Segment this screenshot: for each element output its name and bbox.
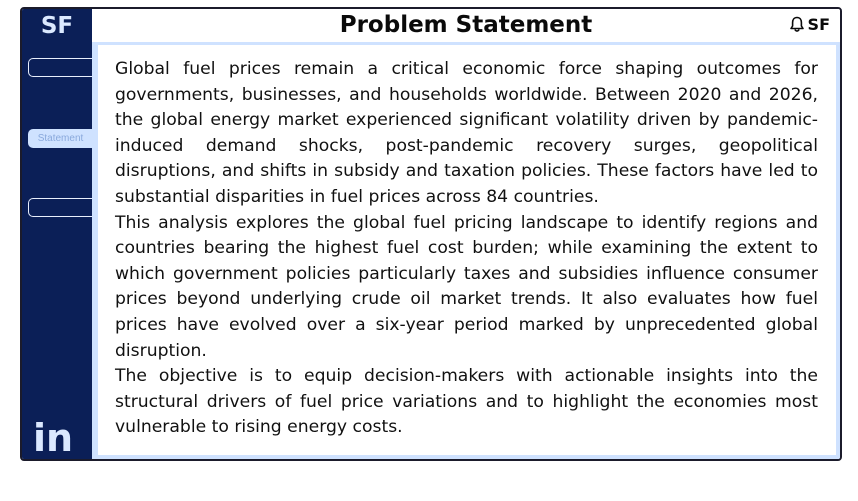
linkedin-icon[interactable]: in <box>33 416 74 460</box>
sidebar <box>22 9 92 459</box>
problem-statement-text <box>98 45 836 455</box>
paragraph-1: Global fuel prices remain a critical economic force shaping outcomes for governments, businesses, and households worldwide. Between 2020 and 2026, the global energy market experienced significant volatility driven by pandemic-induced demand shocks, post-pandemic recovery surges, geopolitical disruptions, and shifts in subsidy and taxation policies. These factors have led to substantial disparities in fuel prices across 84 countries. <box>115 59 818 207</box>
bell-icon[interactable] <box>789 16 805 33</box>
brand-label: SF <box>807 15 830 34</box>
page-title: Problem Statement <box>339 12 593 38</box>
header-brand <box>789 15 830 34</box>
content-panel <box>92 42 840 459</box>
report-frame <box>20 7 842 461</box>
nav-button-statement[interactable]: Statement <box>28 129 92 148</box>
sidebar-logo: SF <box>40 13 74 39</box>
nav-button-1[interactable] <box>28 58 92 77</box>
header <box>92 9 840 42</box>
paragraph-2: This analysis explores the global fuel pricing landscape to identify regions and countries bearing the highest fuel cost burden; while examining the extent to which government policies particularly taxes and subsidies influence consumer prices beyond underlying crude oil market trends. It also evaluates how fuel prices have evolved over a six-year period marked by unprecedented global disruption. <box>115 212 818 361</box>
paragraph-3: The objective is to equip decision-makers with actionable insights into the structural drivers of fuel price variations and to highlight the economies most vulnerable to rising energy costs. <box>115 366 818 438</box>
nav-button-3[interactable] <box>28 198 92 217</box>
